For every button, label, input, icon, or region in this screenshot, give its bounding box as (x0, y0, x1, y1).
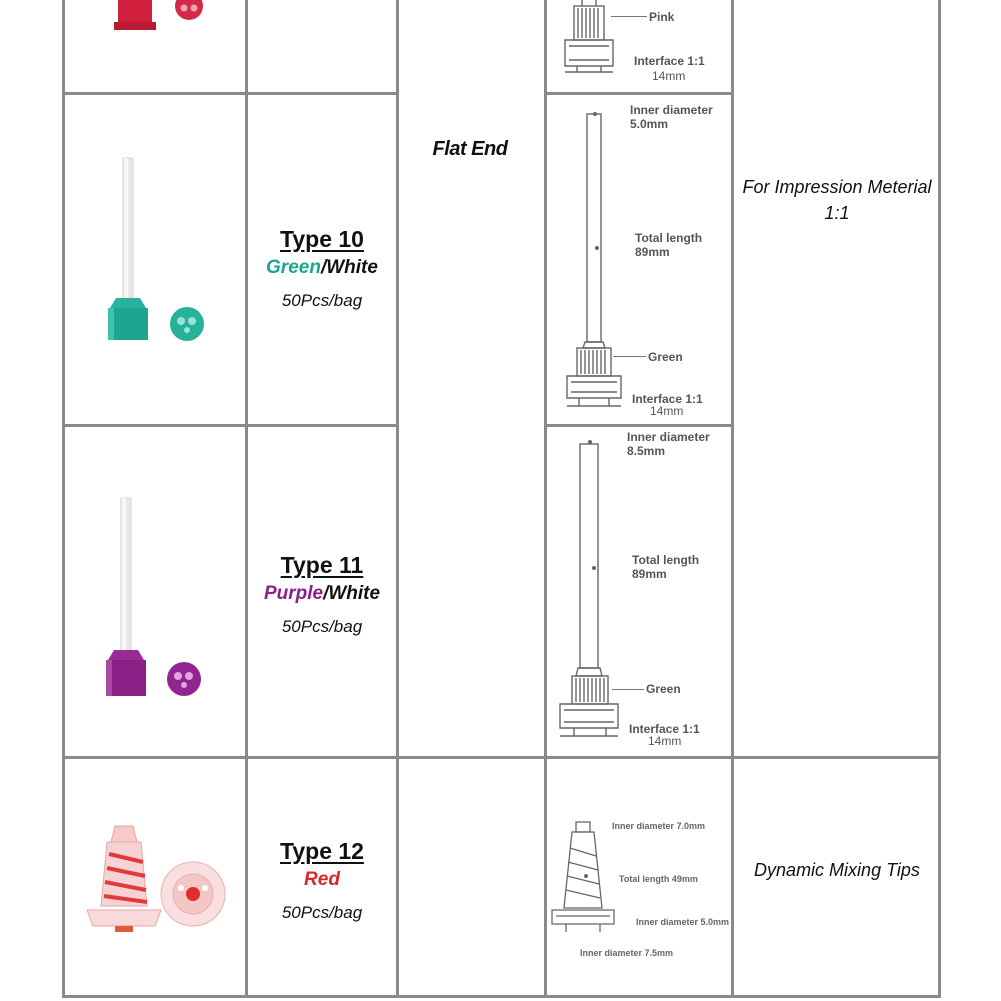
product-image-type12 (85, 818, 235, 938)
type10-color-secondary: /White (320, 257, 378, 278)
grid-line (544, 424, 734, 427)
type11-length-label: Total length 89mm (632, 553, 700, 581)
usage-impression-label: For Impression Meterial 1:1 (742, 177, 932, 223)
type11-qty: 50Pcs/bag (281, 617, 363, 636)
grid-line (62, 0, 65, 997)
product-image-type11 (98, 490, 228, 700)
type10-inner-label: Inner diameter 5.0mm (630, 103, 713, 131)
type12-title: Type 12 (280, 838, 364, 864)
type11-text (248, 552, 396, 637)
type12-qty: 50Pcs/bag (281, 903, 363, 922)
type11-interface-size: 14mm (648, 734, 682, 748)
type12-inner-mid: Inner diameter 5.0mm (636, 917, 730, 927)
usage-dynamic-label: Dynamic Mixing Tips (754, 860, 920, 880)
leader-line (611, 16, 647, 17)
type12-color-primary: Red (304, 869, 340, 890)
leader-line (612, 689, 644, 690)
type11-color-primary: Purple (263, 583, 324, 604)
type12-inner-top: Inner diameter 7.0mm (612, 821, 706, 831)
type11-inner-label: Inner diameter 8.5mm (627, 430, 710, 458)
grid-line (544, 0, 547, 997)
product-image-top (100, 0, 240, 40)
grid-line (731, 0, 734, 997)
type12-length: Total length 49mm (619, 874, 698, 884)
type12-inner-bottom: Inner diameter 7.5mm (580, 948, 674, 958)
diagram-color-label: Pink (649, 10, 675, 24)
diagram-type11 (552, 430, 632, 750)
leader-line (613, 356, 646, 357)
type11-color-secondary: /White (323, 583, 381, 604)
type10-color-primary: Green (266, 257, 321, 278)
grid-line (62, 995, 941, 998)
type11-color (248, 583, 396, 605)
diagram-interface-label: Interface 1:1 (634, 54, 705, 68)
type10-title: Type 10 (280, 226, 364, 252)
type10-text (248, 226, 396, 311)
type10-color-label: Green (648, 350, 683, 364)
type10-interface-label: Interface 1:1 (632, 392, 703, 406)
type12-text (248, 838, 396, 923)
grid-line (62, 424, 397, 427)
grid-line (62, 92, 397, 95)
diagram-type10 (555, 98, 635, 418)
type10-color (248, 257, 396, 279)
type10-interface-size: 14mm (650, 404, 684, 418)
type11-title: Type 11 (280, 552, 364, 578)
type11-color-label: Green (646, 682, 681, 696)
diagram-interface-size: 14mm (652, 69, 686, 83)
diagram-type12 (548, 818, 618, 948)
product-image-type10 (100, 150, 230, 345)
diagram-top (555, 0, 625, 90)
type11-interface-label: Interface 1:1 (629, 722, 700, 736)
type12-color (248, 869, 396, 891)
grid-line (544, 92, 734, 95)
grid-line (62, 756, 941, 759)
type10-qty: 50Pcs/bag (281, 291, 363, 310)
type10-length-label: Total length 89mm (635, 231, 703, 259)
flat-end-label: Flat End (432, 138, 508, 160)
grid-line (938, 0, 941, 997)
